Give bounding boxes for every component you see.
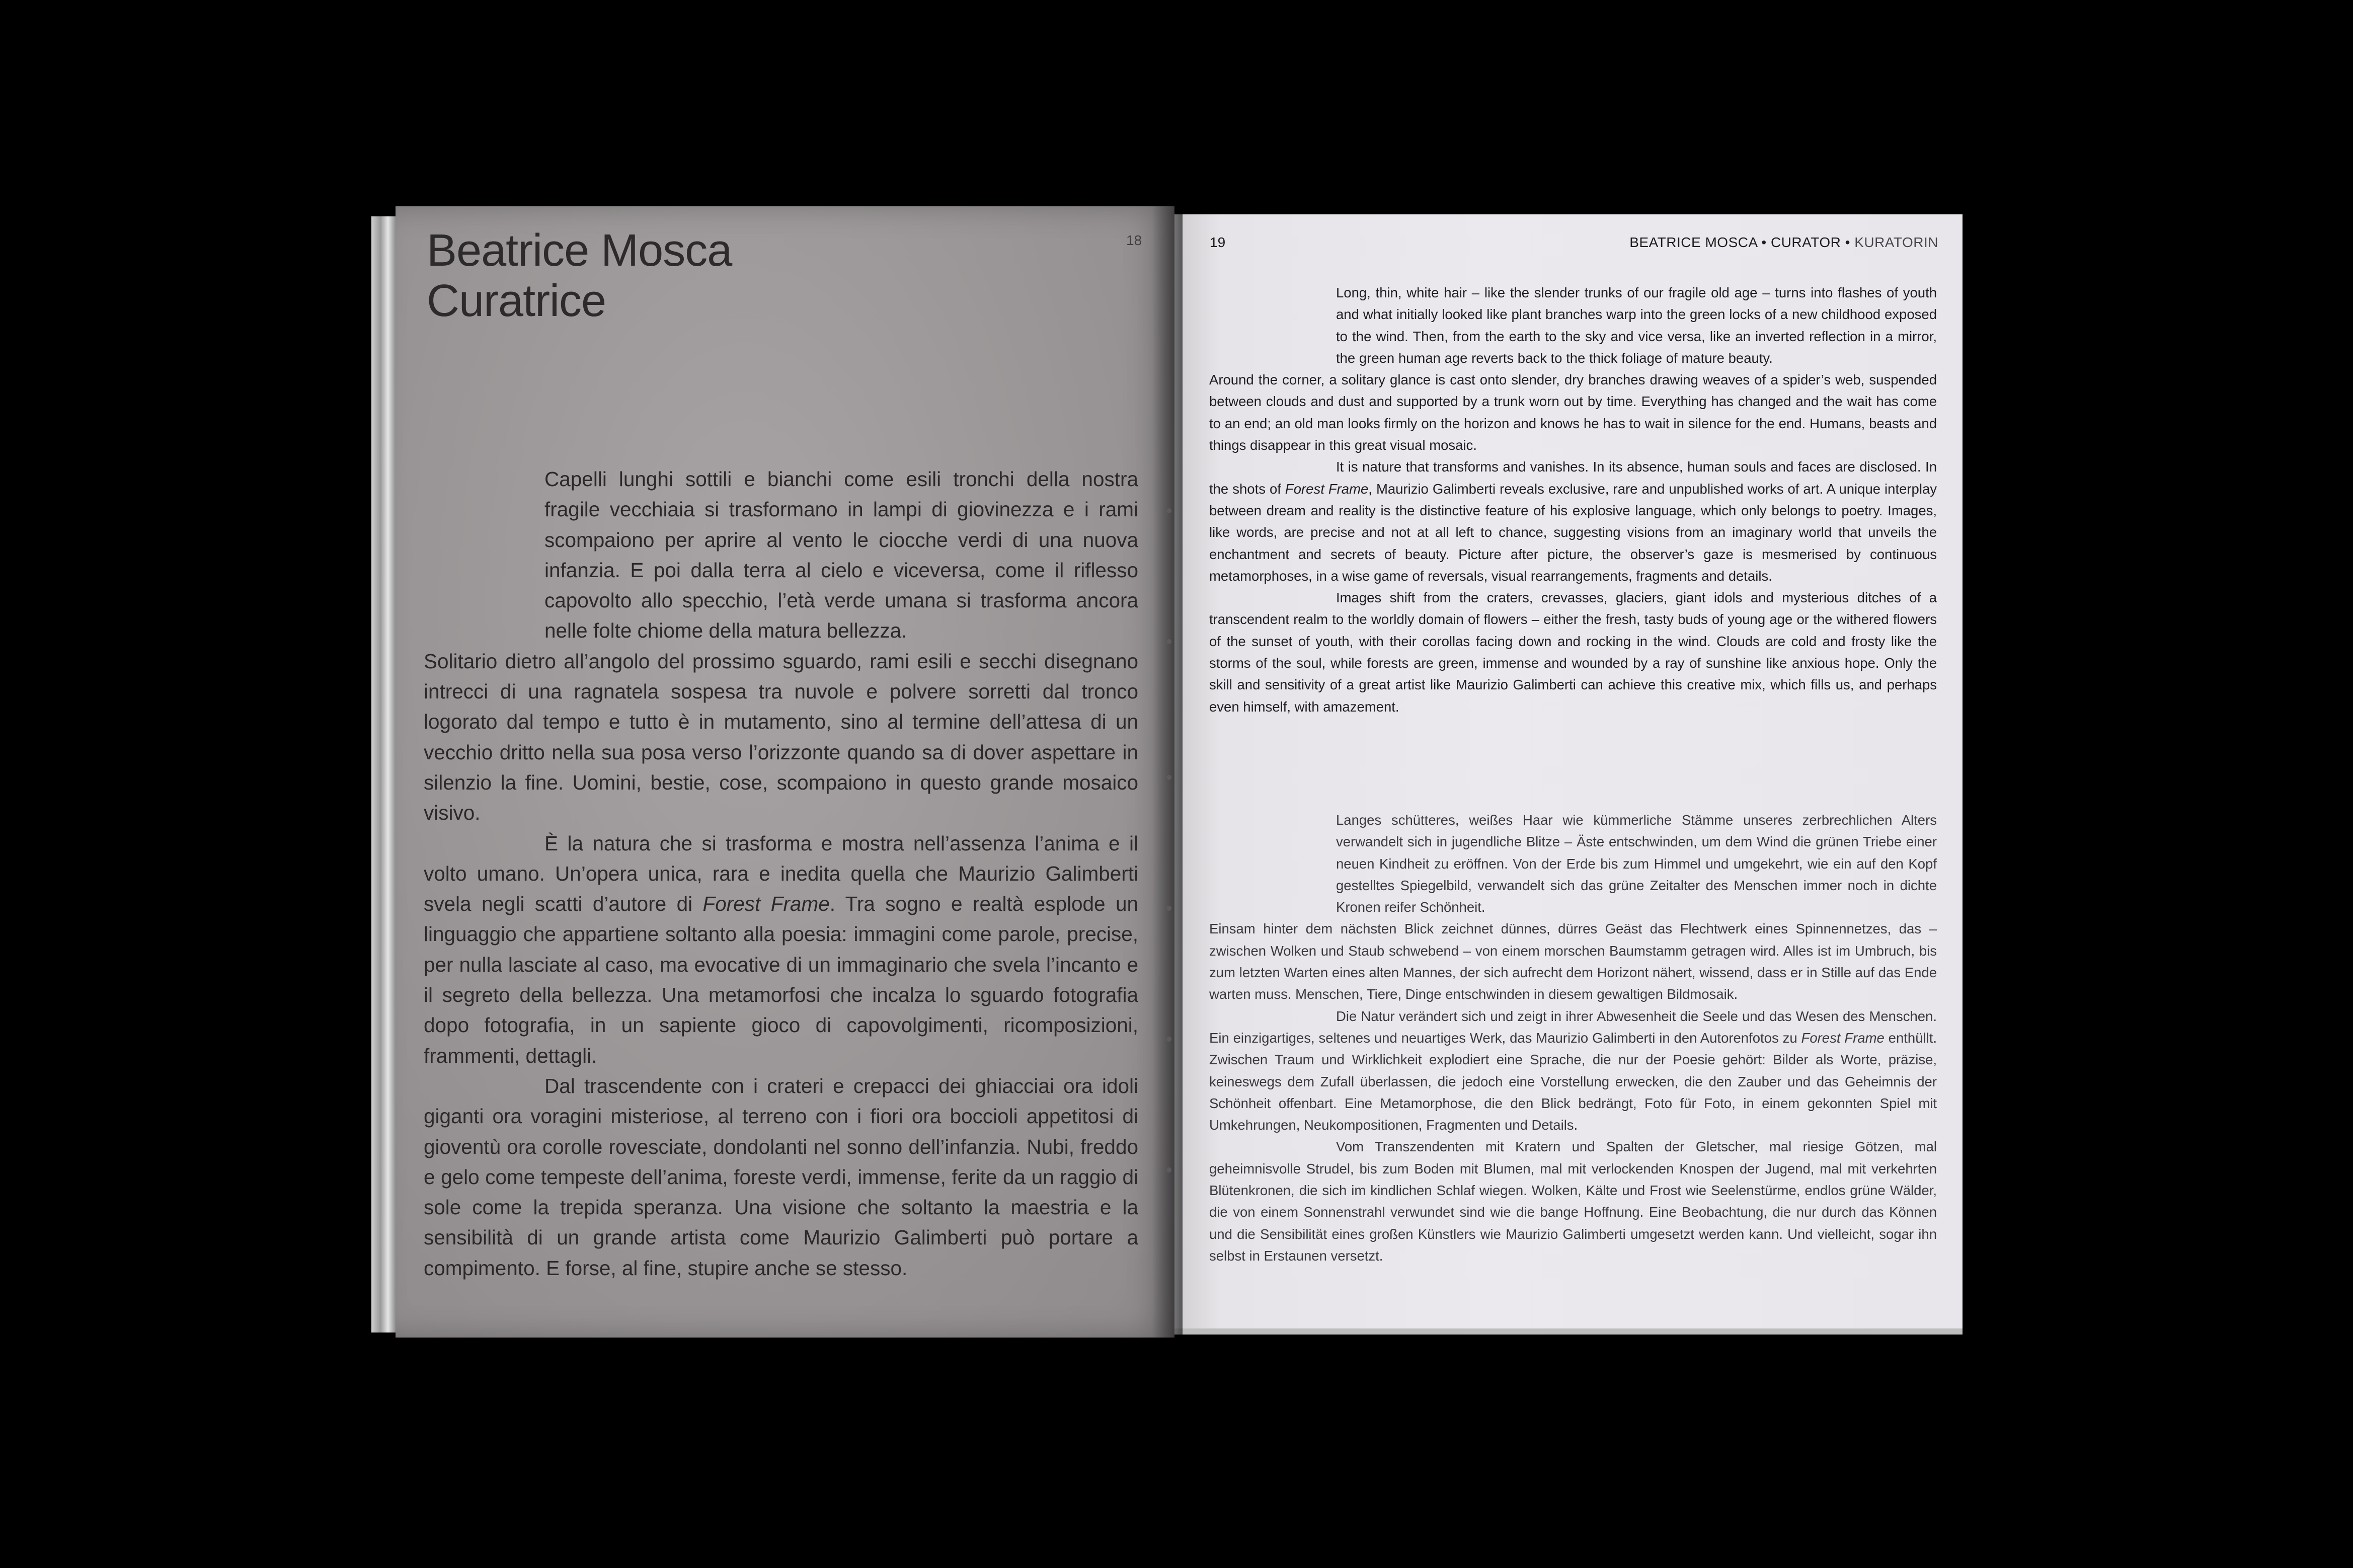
paragraph: Einsam hinter dem nächsten Blick zeichnet dünnes, dürres Geäst das Flechtwerk eines Spinnennetzes, das – zwischen Wolken und Staub schwebend – von einem morschen Baumstamm getragen wird. Alles ist im Umbruch, bis zum letzten Warten eines alten Mannes, der sich aufrecht dem Horizont nähert, wissend, dass er in Stille auf das Ende warten muss. Menschen, Tiere, Dinge entschwinden in diesem gewaltigen Bildmosaik. (1209, 921, 1937, 1002)
german-essay (1209, 809, 1937, 1267)
work-title: Forest Frame (1285, 481, 1369, 497)
text-run: È la natura che si trasforma e mostra nell’assenza l’anima e il volto umano. Un’opera unica, rara e inedita quella che Maurizio Galimberti svela negli scatti d’autore di (424, 831, 1138, 916)
english-essay (1209, 282, 1937, 718)
text-run: Die Natur verändert sich und zeigt in ihrer Abwesenheit die Seele und das Wesen des Menschen. Ein einzigartiges, seltenes und neuartiges Werk, das Maurizio Galimberti in den Autorenfotos zu (1209, 1008, 1937, 1046)
work-title: Forest Frame (702, 892, 830, 916)
paragraph (1209, 456, 1937, 587)
page-edge-bottom (1172, 1328, 1963, 1335)
running-head-light: KURATORIN (1854, 234, 1938, 250)
text-run: enthüllt. Zwischen Traum und Wirklichkeit explodiert eine Sprache, die nur der Poesie gehört: Bilder als Worte, präzise, keineswegs dem Zufall überlassen, die jedoch eine Vorstellung erwecken, die den Zauber und das Geheimnis der Schönheit offenbart. Eine Metamorphose, die den Blick bedrängt, Foto für Foto, in einem gekonnten Spiel mit Umkehrungen, Neukompositionen, Fragmenten und Details. (1209, 1030, 1937, 1133)
text-run: . Tra sogno e realtà esplode un linguaggio che appartiene soltanto alla poesia: immagini come parole, precise, per nulla lasciate al caso, ma evocative di un immaginario che svela l’incanto e il segreto della bellezza. Una metamorfosi che incalza lo sguardo fotografia dopo fotografia, in un sapiente gioco di capovolgimenti, ricomposizioni, frammenti, dettagli. (424, 892, 1139, 1067)
paragraph: Vom Transzendenten mit Kratern und Spalten der Gletscher, mal riesige Götzen, mal geheimnisvolle Strudel, bis zum Boden mit Blumen, mal mit verlockenden Knospen der Jugend, mal mit verkehrten Blütenkronen, die sich im kindlichen Schlaf wiegen. Wolken, Kälte und Frost wie Seelenstürme, endlos grüne Wälder, die von einem Sonnenstrahl verwundet sind wie die bange Hoffnung. Eine Beobachtung, die nur durch das Können und die Sensibilität eines großen Künstlers wie Maurizio Galimberti umgesetzt werden kann. Und vielleicht, sogar ihn selbst in Erstaunen versetzt. (1209, 1139, 1937, 1264)
page-title (427, 225, 732, 326)
running-head (1629, 234, 1938, 251)
title-name: Beatrice Mosca (427, 225, 732, 276)
title-role: Curatrice (427, 276, 606, 326)
italian-essay (424, 464, 1138, 1283)
paragraph: Langes schütteres, weißes Haar wie kümmerliche Stämme unseres zerbrechlichen Alters verwandelt sich in jugendliche Blitze – Äste entschwinden, um dem Wind die grünen Triebe einer neuen Kindheit zu eröffnen. Von der Erde bis zum Himmel und umgekehrt, wie ein auf den Kopf gestelltes Spiegelbild, verwandelt sich das grüne Zeitalter des Menschen immer noch in dichte Kronen reifer Schönheit. (1336, 812, 1937, 915)
running-head-main: BEATRICE MOSCA • CURATOR • (1629, 234, 1850, 250)
text-run: It is nature that transforms and vanishes. In its absence, human souls and faces are disclosed. In the shots of (1209, 459, 1937, 497)
paragraph (424, 828, 1138, 1071)
page-number-right: 19 (1210, 234, 1226, 250)
paragraph: Long, thin, white hair – like the slender trunks of our fragile old age – turns into flashes of youth and what initially looked like plant branches warp into the green locks of a new childhood exposed to the wind. Then, from the earth to the sky and vice versa, like an inverted reflection in a mirror, the green human age reverts back to the thick foliage of mature beauty. (1336, 285, 1937, 366)
paragraph: Capelli lunghi sottili e bianchi come esili tronchi della nostra fragile vecchiaia si trasformano in lampi di giovinezza e i rami scompaiono per aprire al vento le ciocche verdi di una nuova infanzia. E poi dalla terra al cielo e viceversa, come il riflesso capovolto allo specchio, l’età verde umana si trasforma ancora nelle folte chiome della matura bellezza. (544, 467, 1138, 643)
paragraph: Dal trascendente con i crateri e crepacci dei ghiacciai ora idoli giganti ora voragini misteriose, al terreno con i fiori ora boccioli appetitosi di gioventù ora corolle rovesciate, dondolanti nel sonno dell’infanzia. Nubi, freddo e gelo come tempeste dell’anima, foreste verdi, immense, ferite da un raggio di sole come la trepida speranza. Una visione che soltanto la maestria e la sensibilità di un grande artista come Maurizio Galimberti può portare a compimento. E forse, al fine, stupire anche se stesso. (424, 1074, 1138, 1280)
paragraph: Images shift from the craters, crevasses, glaciers, giant idols and mysterious ditches of a transcendent realm to the worldly domain of flowers – either the fresh, tasty buds of young age or the withered flowers of the sunset of youth, with their corollas facing down and rocking in the wind. Clouds are cold and frosty like the storms of the soul, while forests are green, immense and wounded by a ray of sunshine like anxious hope. Only the skill and sensitivity of a great artist like Maurizio Galimberti can achieve this creative mix, which fills us, and perhaps even himself, with amazement. (1209, 590, 1937, 715)
paragraph: Around the corner, a solitary glance is cast onto slender, dry branches drawing weaves of a spider’s web, suspended between clouds and dust and supported by a trunk worn out by time. Everything has changed and the wait has come to an end; an old man looks firmly on the horizon and knows he has to wait in silence for the end. Humans, beasts and things disappear in this great visual mosaic. (1209, 372, 1937, 453)
text-run: , Maurizio Galimberti reveals exclusive, rare and unpublished works of art. A unique interplay between dream and reality is the distinctive feature of his explosive language, which only belongs to poetry. Images, like words, are precise and not at all left to chance, suggesting visions from an imaginary world that unveils the enchantment and secrets of beauty. Picture after picture, the observer’s gaze is mesmerised by continuous metamorphoses, in a wise game of reversals, visual rearrangements, fragments and details. (1209, 481, 1937, 584)
work-title: Forest Frame (1801, 1030, 1885, 1046)
paragraph (1209, 1005, 1937, 1136)
page-number-left: 18 (1126, 232, 1142, 248)
paragraph: Solitario dietro all’angolo del prossimo sguardo, rami esili e secchi disegnano intrecci di una ragnatela sospesa tra nuvole e polvere sorretti dal tronco logorato dal tempo e tutto è in mutamento, sino al termine dell’attesa di un vecchio dritto nella sua posa verso l’orizzonte quando sa di dover aspettare in silenzio la fine. Uomini, bestie, cose, scompaiono in questo grande mosaico visivo. (424, 649, 1138, 825)
